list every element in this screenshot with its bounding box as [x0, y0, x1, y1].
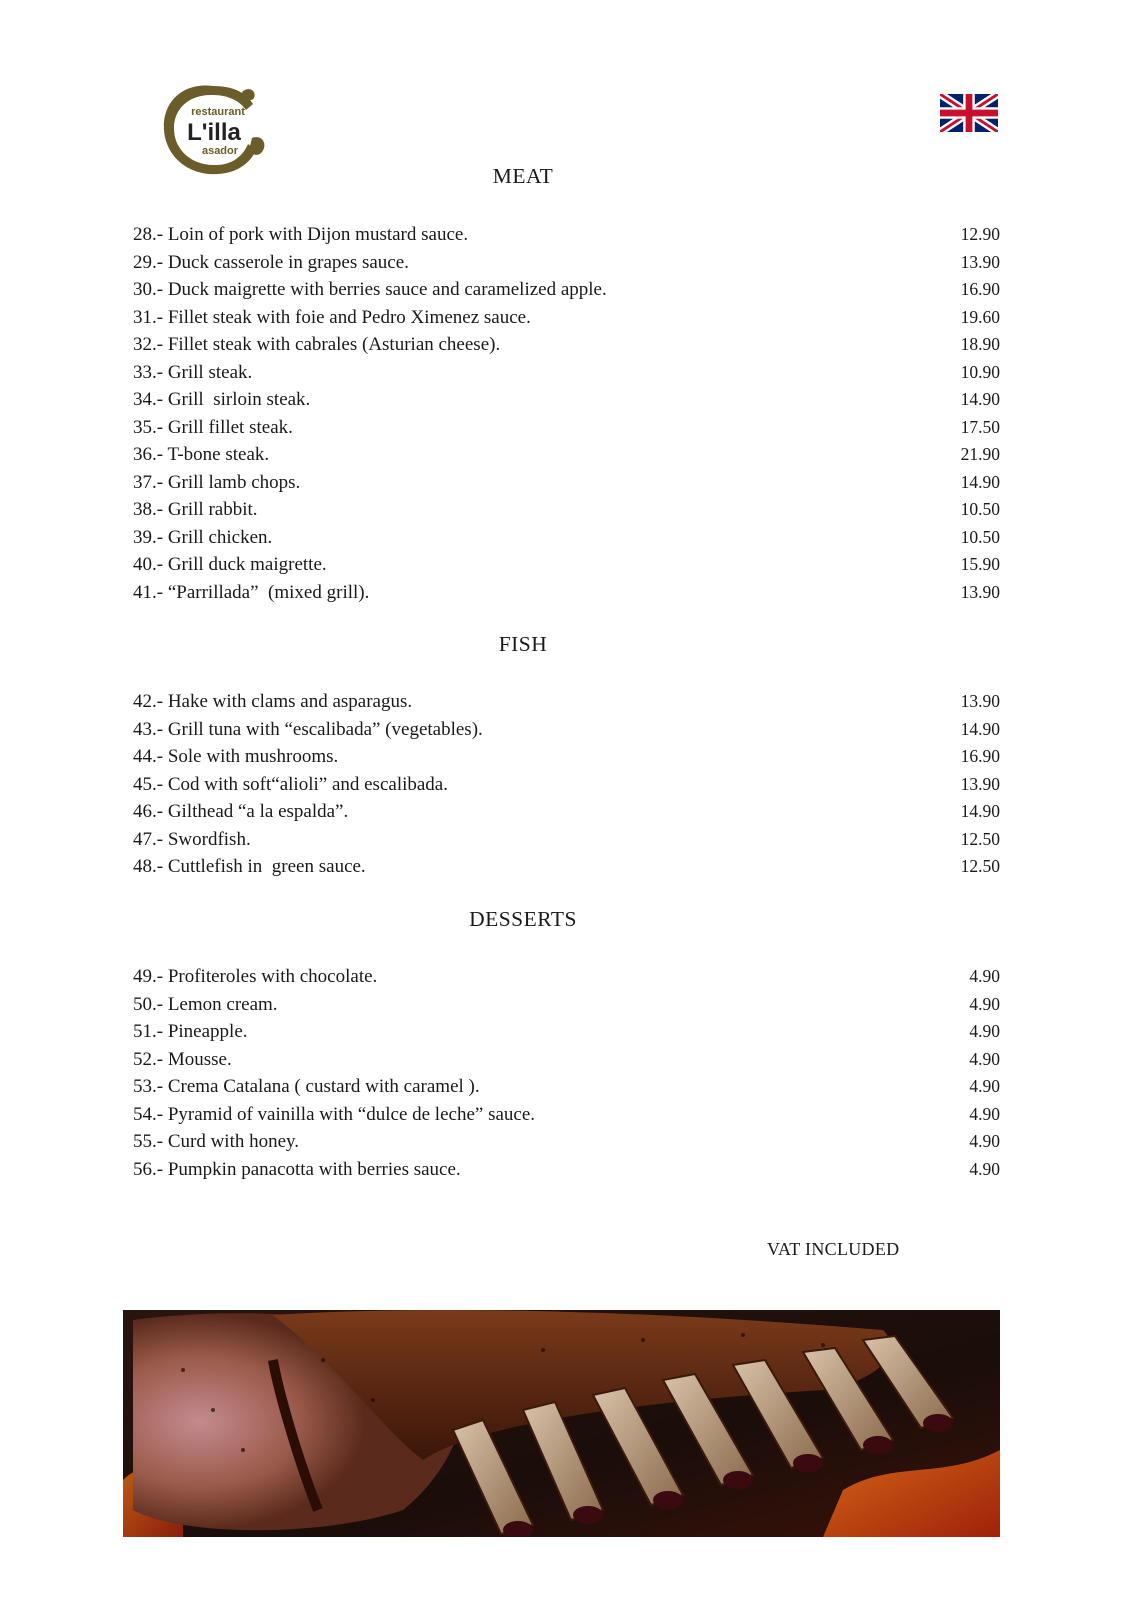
menu-item [133, 359, 1000, 387]
menu-item [133, 524, 1000, 552]
menu-item [133, 221, 1000, 249]
menu-item-label: 56.- Pumpkin panacotta with berries sauce. [133, 1158, 461, 1180]
menu-item-label: 45.- Cod with soft“alioli” and escalibada. [133, 773, 448, 795]
menu-item-price: 4.90 [969, 1048, 1000, 1069]
logo-restaurant-text: restaurant [191, 106, 245, 118]
menu-item-label: 35.- Grill fillet steak. [133, 416, 293, 438]
menu-item-price: 12.90 [960, 224, 1000, 244]
menu-item-price: 12.50 [960, 828, 1000, 849]
section-title-fish: FISH [498, 632, 548, 656]
menu-item [133, 1128, 1000, 1156]
logo-asador-text: asador [201, 145, 239, 157]
menu-item-label: 48.- Cuttlefish in green sauce. [133, 856, 366, 877]
vat-included-note: VAT INCLUDED [767, 1239, 900, 1259]
menu-item-label: 42.- Hake with clams and asparagus. [133, 691, 413, 712]
menu-item [133, 551, 1000, 579]
menu-item [133, 469, 1000, 497]
menu-item [133, 826, 1000, 854]
menu-item [133, 304, 1000, 332]
menu-item [133, 798, 1000, 826]
menu-item-price: 4.90 [969, 1158, 1000, 1179]
menu-item [133, 853, 1000, 881]
union-jack-flag-icon[interactable] [940, 94, 998, 132]
menu-item-price: 18.90 [960, 334, 1000, 354]
menu-list-fish [133, 688, 1000, 881]
section-title-meat: MEAT [492, 164, 554, 188]
menu-item-label: 30.- Duck maigrette with berries sauce and caramelized apple. [133, 279, 607, 300]
grilled-rack-of-lamb-photo [123, 1310, 1000, 1537]
menu-item [133, 688, 1000, 716]
menu-item-price: 14.90 [960, 801, 1000, 821]
menu-item-price: 13.90 [960, 691, 1000, 711]
menu-item-label: 29.- Duck casserole in grapes sauce. [133, 251, 409, 273]
menu-item-label: 50.- Lemon cream. [133, 993, 278, 1015]
menu-item-label: 36.- T-bone steak. [133, 444, 270, 465]
menu-item-price: 13.90 [960, 773, 1000, 794]
menu-item-price: 14.90 [960, 389, 1000, 409]
menu-item-price: 10.50 [960, 526, 1000, 547]
menu-item-price: 4.90 [969, 1076, 1000, 1096]
menu-item-label: 33.- Grill steak. [133, 361, 253, 383]
menu-item-price: 4.90 [969, 1103, 1000, 1124]
menu-item-price: 19.60 [960, 306, 1000, 327]
menu-item-label: 43.- Grill tuna with “escalibada” (vegetables). [133, 718, 483, 740]
menu-item-price: 4.90 [969, 1131, 1000, 1151]
menu-item [133, 716, 1000, 744]
menu-item [133, 441, 1000, 469]
menu-item-label: 54.- Pyramid of vainilla with “dulce de leche” sauce. [133, 1103, 536, 1125]
menu-item-label: 52.- Mousse. [133, 1048, 232, 1070]
menu-item [133, 386, 1000, 414]
menu-item-label: 28.- Loin of pork with Dijon mustard sauce. [133, 224, 469, 245]
menu-item-label: 39.- Grill chicken. [133, 526, 273, 548]
menu-item-price: 14.90 [960, 718, 1000, 739]
menu-item [133, 331, 1000, 359]
menu-item-label: 46.- Gilthead “a la espalda”. [133, 801, 349, 822]
menu-item-price: 13.90 [960, 581, 1000, 602]
menu-item-price: 17.50 [960, 416, 1000, 437]
menu-item-label: 40.- Grill duck maigrette. [133, 554, 327, 575]
menu-item-label: 53.- Crema Catalana ( custard with caramel ). [133, 1076, 480, 1097]
menu-item-label: 38.- Grill rabbit. [133, 499, 258, 520]
menu-item [133, 496, 1000, 524]
menu-item-label: 49.- Profiteroles with chocolate. [133, 966, 378, 987]
menu-item-price: 4.90 [969, 993, 1000, 1014]
menu-item-price: 15.90 [960, 554, 1000, 574]
menu-item [133, 743, 1000, 771]
menu-item [133, 276, 1000, 304]
menu-item [133, 414, 1000, 442]
menu-item [133, 1046, 1000, 1074]
logo-name-text: L'illa [187, 119, 241, 146]
menu-item [133, 963, 1000, 991]
menu-item-price: 4.90 [969, 1021, 1000, 1041]
menu-item-price: 13.90 [960, 251, 1000, 272]
menu-item [133, 1156, 1000, 1184]
menu-item-label: 31.- Fillet steak with foie and Pedro Ximenez sauce. [133, 306, 531, 328]
menu-item-label: 32.- Fillet steak with cabrales (Asturian cheese). [133, 334, 501, 355]
menu-item [133, 1073, 1000, 1101]
menu-item-price: 14.90 [960, 471, 1000, 492]
section-title-desserts: DESSERTS [469, 907, 577, 931]
menu-item-label: 41.- “Parrillada” (mixed grill). [133, 581, 370, 603]
menu-item [133, 991, 1000, 1019]
menu-item-price: 4.90 [969, 966, 1000, 986]
menu-item-label: 44.- Sole with mushrooms. [133, 746, 339, 767]
menu-item-price: 10.50 [960, 499, 1000, 519]
menu-item-label: 37.- Grill lamb chops. [133, 471, 301, 493]
menu-item-price: 16.90 [960, 746, 1000, 766]
menu-item [133, 1101, 1000, 1129]
menu-item-price: 12.50 [960, 856, 1000, 876]
menu-item-label: 51.- Pineapple. [133, 1021, 248, 1042]
menu-list-meat [133, 221, 1000, 606]
menu-item-price: 16.90 [960, 279, 1000, 299]
menu-item [133, 1018, 1000, 1046]
menu-item-label: 34.- Grill sirloin steak. [133, 389, 311, 410]
menu-item-label: 47.- Swordfish. [133, 828, 251, 850]
menu-item-price: 21.90 [960, 444, 1000, 464]
menu-item-price: 10.90 [960, 361, 1000, 382]
menu-list-desserts [133, 963, 1000, 1183]
menu-item [133, 579, 1000, 607]
menu-item [133, 249, 1000, 277]
menu-item [133, 771, 1000, 799]
menu-item-label: 55.- Curd with honey. [133, 1131, 300, 1152]
